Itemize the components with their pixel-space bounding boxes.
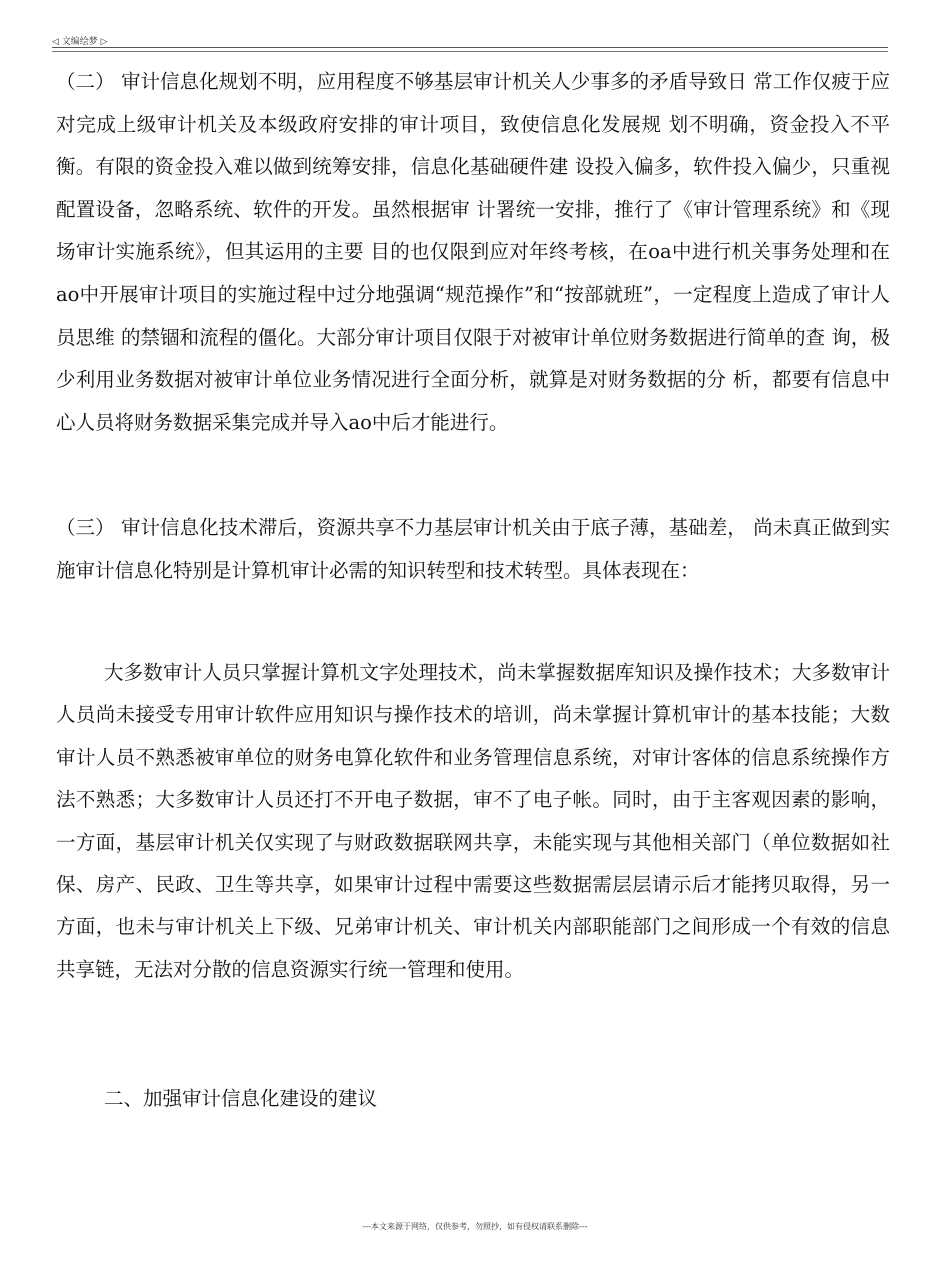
- section-heading-suggestions: 二、加强审计信息化建设的建议: [104, 1087, 378, 1110]
- header-logo-mark: ◁ 文编绘梦 ▷: [52, 37, 108, 47]
- paragraph-staff-skills: 大多数审计人员只掌握计算机文字处理技术，尚未掌握数据库知识及操作技术；大多数审计人员尚未接受专用审计软件应用知识与操作技术的培训，尚未掌握计算机审计的基本技能；大数审计人员不熟悉被审单位的财务电算化软件和业务管理信息系统，对审计客体的信息系统操作方法不熟悉；大多数审计人员还打不开电子数据，审不了电子帐。同时，由于主客观因素的影响，一方面，基层审计机关仅实现了与财政数据联网共享，未能实现与其他相关部门（单位数据如社保、房产、民政、卫生等共享，如果审计过程中需要这些数据需层层请示后才能拷贝取得，另一方面，也未与审计机关上下级、兄弟审计机关、审计机关内部职能部门之间形成一个有效的信息共享链，无法对分散的信息资源实行统一管理和使用。: [56, 661, 890, 981]
- footer-disclaimer: ---本文来源于网络，仅供参考，勿照抄，如有侵权请联系删除---: [362, 1222, 588, 1231]
- paragraph-planning-unclear: （二） 审计信息化规划不明，应用程度不够基层审计机关人少事多的矛盾导致日 常工作仅疲于应对完成上级审计机关及本级政府安排的审计项目，致使信息化发展规 划不明确，资金投入不平衡。有限的资金投入难以做到统筹安排，信息化基础硬件建 设投入偏多，软件投入偏少，只重视配置设备，忽略系统、软件的开发。虽然根据审 计署统一安排，推行了《审计管理系统》和《现场审计实施系统》，但其运用的主要 目的也仅限到应对年终考核，在oa中进行机关事务处理和在ao中开展审计项目的实施过程中过分地强调“规范操作”和“按部就班”，一定程度上造成了审计人员思维 的禁锢和流程的僵化。大部分审计项目仅限于对被审计单位财务数据进行简单的查 询，极少利用业务数据对被审计单位业务情况进行全面分析，就算是对财务数据的分 析，都要有信息中心人员将财务数据采集完成并导入ao中后才能进行。: [56, 70, 890, 434]
- paragraph-technology-lagging: （三） 审计信息化技术滞后，资源共享不力基层审计机关由于底子薄，基础差， 尚未真正做到实施审计信息化特别是计算机审计必需的知识转型和技术转型。具体表现在：: [56, 516, 890, 582]
- header-rule-top: [52, 47, 888, 48]
- header-rule-bottom: [52, 51, 888, 52]
